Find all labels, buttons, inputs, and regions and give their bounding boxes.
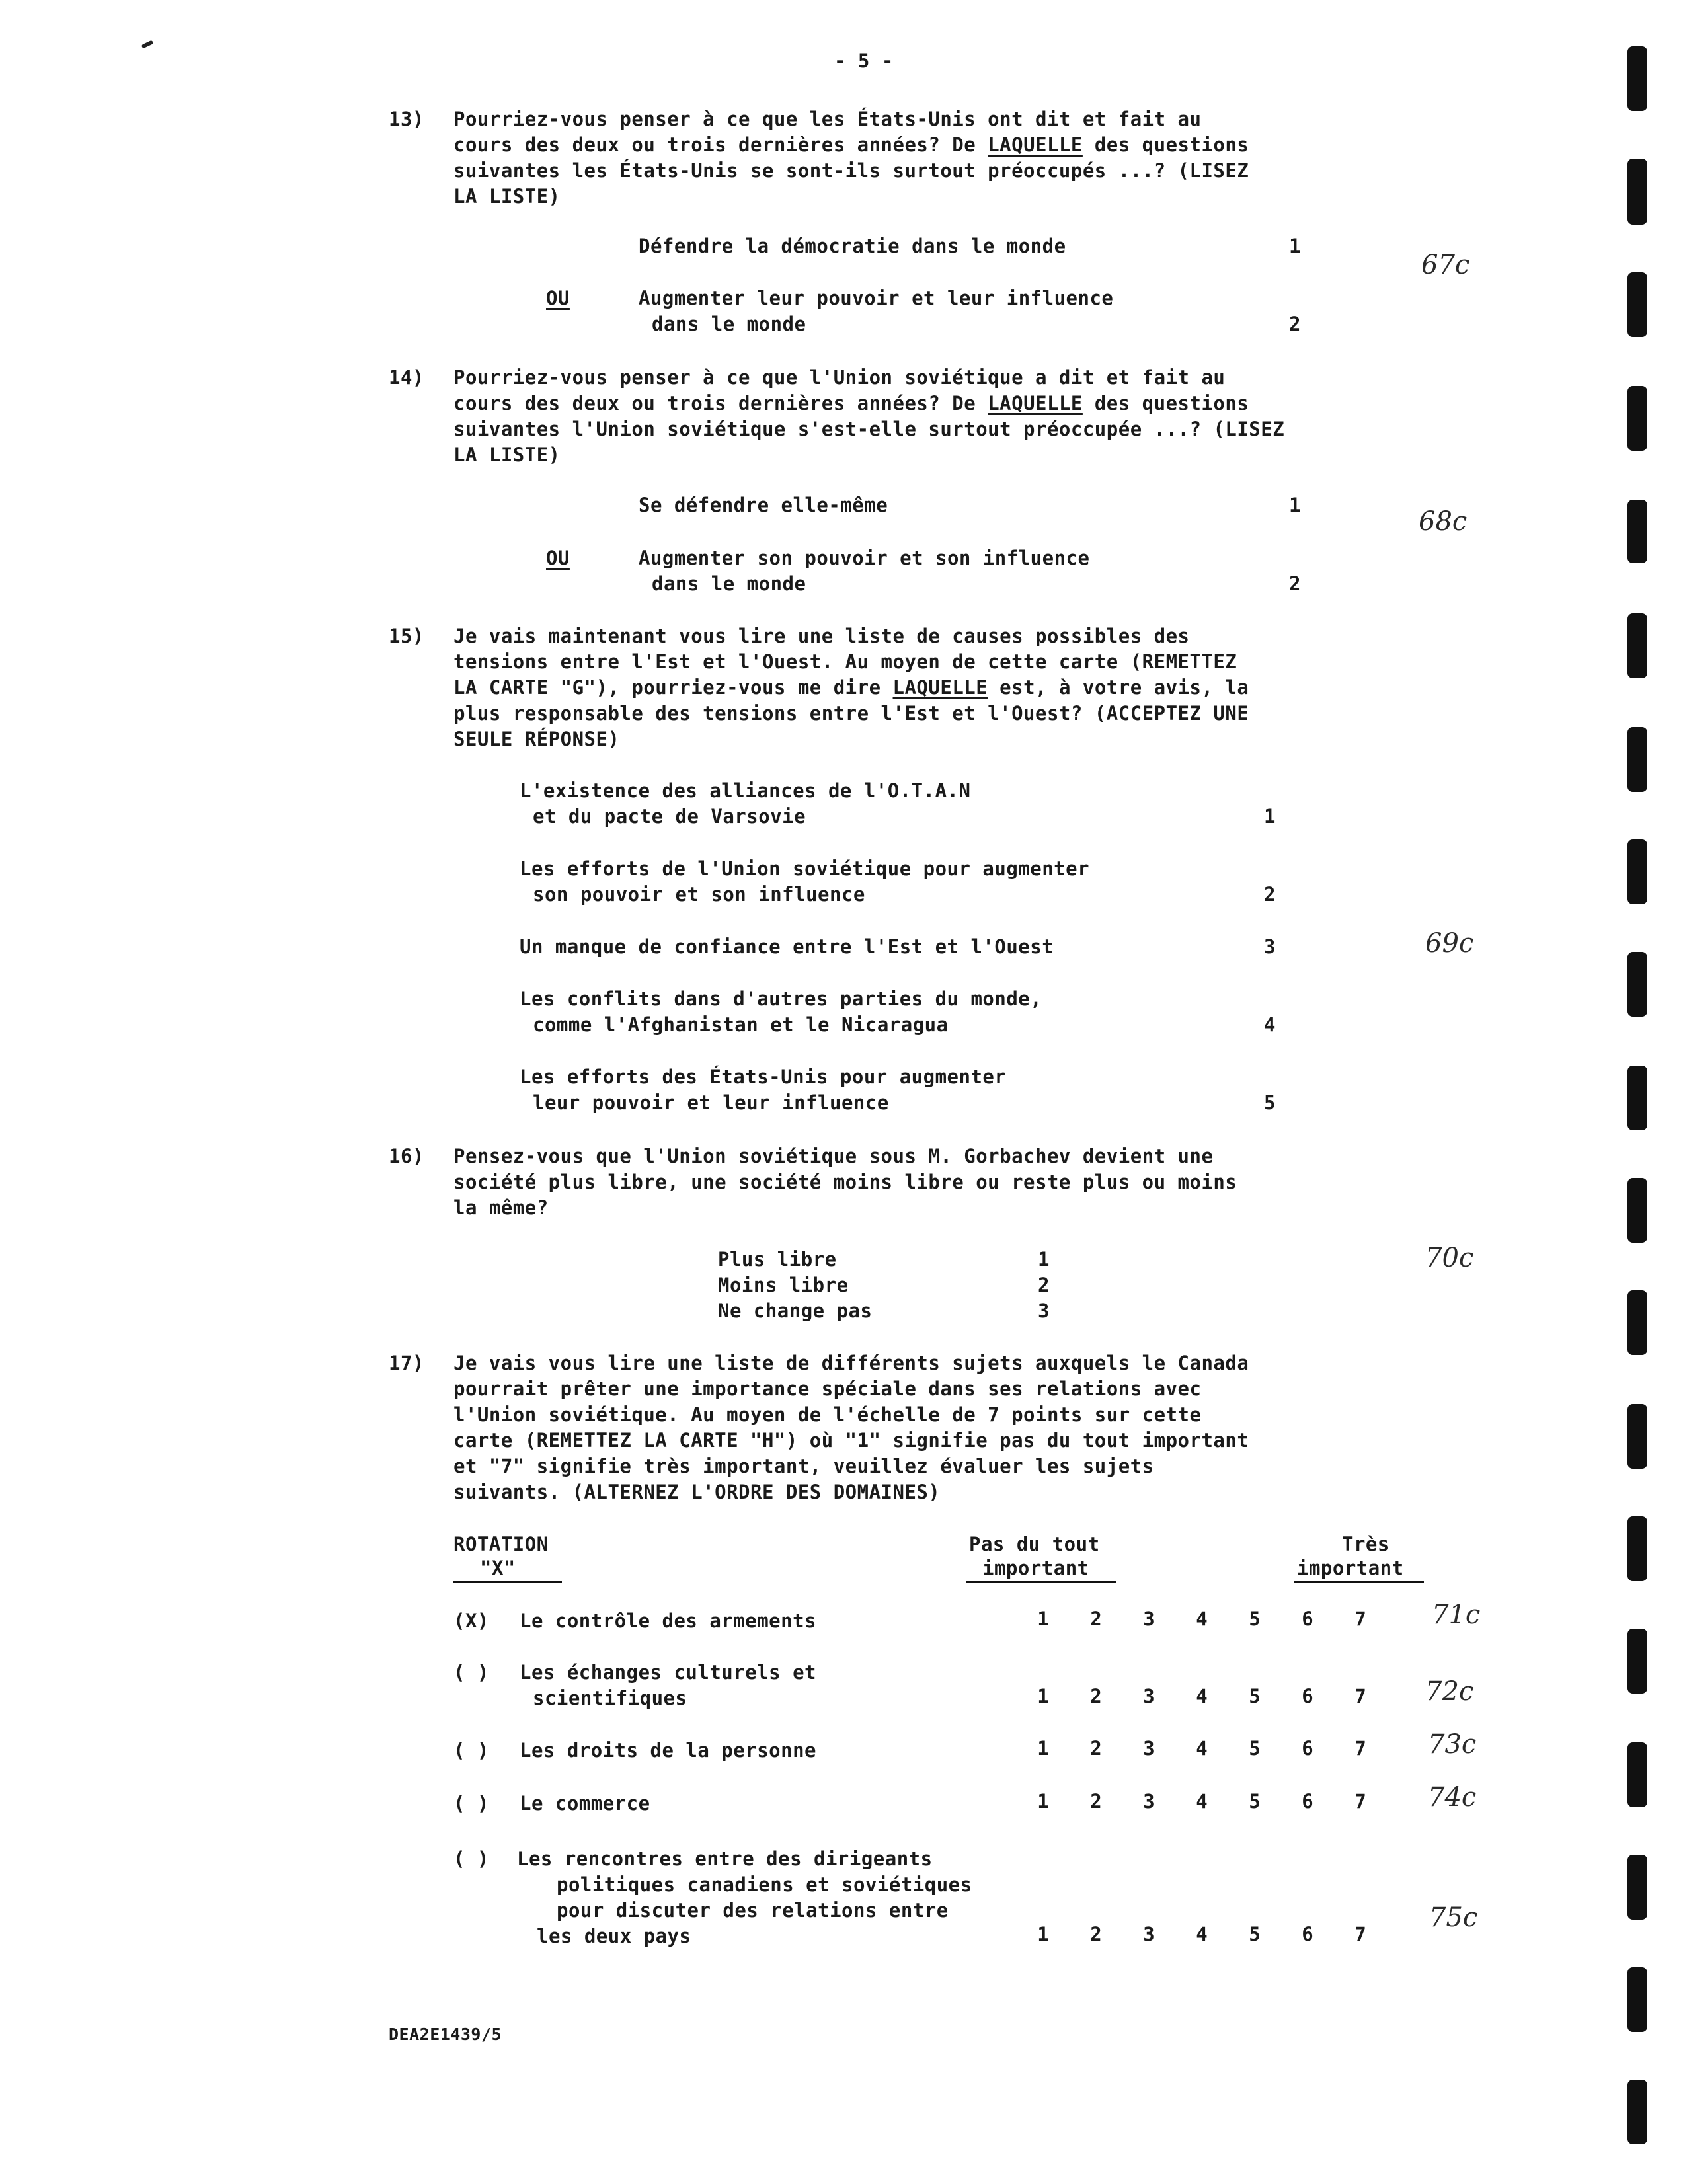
q13-or-label: OU: [546, 287, 570, 309]
q15-option-3-code: 3: [1264, 935, 1276, 958]
scale-value: 3: [1143, 1608, 1155, 1630]
q13-line-3: suivantes les États-Unis se sont-ils surtout préoccupés ...? (LISEZ: [453, 159, 1249, 182]
q13-line-2: cours des deux ou trois dernières années? De LAQUELLE des questions: [453, 134, 1249, 156]
registration-mark: [1627, 1967, 1647, 2032]
scale-value: 5: [1249, 1790, 1261, 1813]
q15-option-3-line-1: Un manque de confiance entre l'Est et l'Ouest: [520, 935, 1054, 958]
q15-option-2-line-1: Les efforts de l'Union soviétique pour augmenter: [520, 857, 1090, 880]
q17-line-6: suivants. (ALTERNEZ L'ORDRE DES DOMAINES): [453, 1481, 941, 1503]
scale-value: 5: [1249, 1608, 1261, 1630]
scale-value: 4: [1196, 1923, 1208, 1945]
page-number: - 5 -: [834, 50, 894, 72]
scale-low-label-line-1: Pas du tout: [969, 1533, 1100, 1555]
q16-option-2: Moins libre: [718, 1274, 849, 1296]
scale-value: 7: [1354, 1923, 1366, 1945]
registration-mark: [1627, 386, 1647, 451]
rating-item-label-continued: politiques canadiens et soviétiques: [557, 1873, 972, 1896]
registration-mark: [1627, 500, 1647, 563]
scale-value: 6: [1302, 1685, 1313, 1707]
rotation-underline: [453, 1581, 562, 1583]
rating-row-handwritten-code: 72c: [1425, 1676, 1474, 1707]
q15-option-2-code: 2: [1264, 883, 1276, 906]
scale-value: 6: [1302, 1790, 1313, 1813]
scale-value: 2: [1090, 1608, 1102, 1630]
rating-row-handwritten-code: 71c: [1432, 1600, 1481, 1630]
q15-line-4: plus responsable des tensions entre l'Est et l'Ouest? (ACCEPTEZ UNE: [453, 702, 1249, 724]
scale-value: 1: [1037, 1685, 1049, 1707]
q13-option-2-line-2: dans le monde: [652, 313, 806, 335]
scale-value: 1: [1037, 1608, 1049, 1630]
rating-row-handwritten-code: 74c: [1428, 1782, 1477, 1813]
registration-mark: [1627, 952, 1647, 1017]
scale-low-label-line-2: important: [982, 1557, 1089, 1579]
rating-item-label: Les droits de la personne: [520, 1739, 816, 1762]
q14-option-2-code: 2: [1289, 572, 1301, 595]
rating-row-handwritten-code: 75c: [1429, 1902, 1478, 1933]
rotation-label: ROTATION: [453, 1533, 549, 1555]
rotation-mark: ( ): [453, 1792, 489, 1814]
q15-option-5-code: 5: [1264, 1091, 1276, 1114]
q13-option-1: Défendre la démocratie dans le monde: [639, 235, 1066, 257]
q17-line-4: carte (REMETTEZ LA CARTE "H") où "1" signifie pas du tout important: [453, 1429, 1249, 1452]
rotation-mark: ( ): [453, 1739, 489, 1762]
scan-speck: [141, 40, 154, 48]
q13-number: 13): [389, 108, 424, 130]
q15-option-5-line-2: leur pouvoir et leur influence: [533, 1091, 889, 1114]
q16-line-2: société plus libre, une société moins libre ou reste plus ou moins: [453, 1171, 1237, 1193]
q14-underlined-word: LAQUELLE: [988, 392, 1083, 414]
scale-value: 6: [1302, 1923, 1313, 1945]
q14-line-3: suivantes l'Union soviétique s'est-elle surtout préoccupée ...? (LISEZ: [453, 418, 1285, 440]
q14-option-2-line-2: dans le monde: [652, 572, 806, 595]
q14-number: 14): [389, 366, 424, 389]
q13-option-2-line-1: Augmenter leur pouvoir et leur influence: [639, 287, 1114, 309]
document-reference: DEA2E1439/5: [389, 2025, 502, 2044]
registration-mark: [1627, 1178, 1647, 1243]
scale-value: 4: [1196, 1685, 1208, 1707]
rating-item-label-continued: les deux pays: [537, 1925, 691, 1947]
q14-option-1-code: 1: [1289, 494, 1301, 516]
scale-value: 3: [1143, 1923, 1155, 1945]
rating-item-label-continued: scientifiques: [533, 1687, 687, 1709]
q15-handwritten-code: 69c: [1425, 928, 1474, 958]
rating-item-label-continued: pour discuter des relations entre: [557, 1899, 949, 1922]
q15-option-1-line-1: L'existence des alliances de l'O.T.A.N: [520, 779, 971, 802]
registration-mark: [1627, 727, 1647, 792]
scale-value: 1: [1037, 1923, 1049, 1945]
q13-line-4: LA LISTE): [453, 185, 561, 208]
scale-high-label-line-2: important: [1297, 1557, 1404, 1579]
q16-option-1-code: 1: [1038, 1248, 1050, 1270]
q13-underlined-word: LAQUELLE: [988, 134, 1083, 156]
q13-option-1-code: 1: [1289, 235, 1301, 257]
q14-or-label: OU: [546, 547, 570, 569]
q17-line-1: Je vais vous lire une liste de différents sujets auxquels le Canada: [453, 1352, 1249, 1374]
rotation-x-label: "X": [480, 1557, 516, 1579]
q14-handwritten-code: 68c: [1419, 506, 1468, 537]
q17-line-3: l'Union soviétique. Au moyen de l'échelle de 7 points sur cette: [453, 1403, 1202, 1426]
q16-option-2-code: 2: [1038, 1274, 1050, 1296]
scale-value: 5: [1249, 1737, 1261, 1760]
registration-mark: [1627, 46, 1647, 111]
q16-number: 16): [389, 1145, 424, 1167]
q14-line-1: Pourriez-vous penser à ce que l'Union soviétique a dit et fait au: [453, 366, 1226, 389]
registration-mark: [1627, 613, 1647, 678]
q13-option-2-code: 2: [1289, 313, 1301, 335]
q13-handwritten-code: 67c: [1421, 250, 1470, 280]
scale-value: 4: [1196, 1737, 1208, 1760]
registration-mark: [1627, 159, 1647, 225]
q15-option-4-code: 4: [1264, 1013, 1276, 1036]
q15-option-2-line-2: son pouvoir et son influence: [533, 883, 865, 906]
q15-option-4-line-2: comme l'Afghanistan et le Nicaragua: [533, 1013, 949, 1036]
q16-line-3: la même?: [453, 1196, 549, 1219]
q14-line-2: cours des deux ou trois dernières années? De LAQUELLE des questions: [453, 392, 1249, 414]
scale-value: 7: [1354, 1737, 1366, 1760]
q17-number: 17): [389, 1352, 424, 1374]
registration-mark: [1627, 2080, 1647, 2144]
q13-line-1: Pourriez-vous penser à ce que les États-Unis ont dit et fait au: [453, 108, 1202, 130]
q15-line-5: SEULE RÉPONSE): [453, 728, 620, 750]
scale-value: 5: [1249, 1685, 1261, 1707]
rotation-mark: (X): [453, 1610, 489, 1632]
scale-value: 4: [1196, 1608, 1208, 1630]
scale-value: 6: [1302, 1608, 1313, 1630]
scale-value: 7: [1354, 1685, 1366, 1707]
registration-mark: [1627, 1742, 1647, 1807]
scale-value: 6: [1302, 1737, 1313, 1760]
rotation-mark: ( ): [453, 1848, 489, 1870]
q15-option-5-line-1: Les efforts des États-Unis pour augmenter: [520, 1066, 1007, 1088]
scale-value: 2: [1090, 1737, 1102, 1760]
q14-option-2-line-1: Augmenter son pouvoir et son influence: [639, 547, 1090, 569]
q14-line-4: LA LISTE): [453, 444, 561, 466]
q15-option-1-code: 1: [1264, 805, 1276, 828]
scale-low-underline: [966, 1581, 1116, 1583]
q16-option-3: Ne change pas: [718, 1300, 873, 1322]
rating-item-label: Les rencontres entre des dirigeants: [517, 1848, 933, 1870]
scale-value: 2: [1090, 1790, 1102, 1813]
registration-mark: [1627, 1516, 1647, 1581]
scale-value: 3: [1143, 1685, 1155, 1707]
scale-value: 3: [1143, 1790, 1155, 1813]
rating-item-label: Les échanges culturels et: [520, 1661, 816, 1684]
scale-value: 1: [1037, 1737, 1049, 1760]
scale-value: 4: [1196, 1790, 1208, 1813]
registration-mark: [1627, 1855, 1647, 1920]
scale-value: 2: [1090, 1685, 1102, 1707]
rating-item-label: Le commerce: [520, 1792, 650, 1814]
registration-mark: [1627, 839, 1647, 904]
q16-option-1: Plus libre: [718, 1248, 837, 1270]
registration-mark: [1627, 1066, 1647, 1130]
q15-option-4-line-1: Les conflits dans d'autres parties du monde,: [520, 988, 1042, 1010]
q17-line-2: pourrait prêter une importance spéciale dans ses relations avec: [453, 1378, 1202, 1400]
scale-high-underline: [1294, 1581, 1424, 1583]
scale-value: 3: [1143, 1737, 1155, 1760]
rating-item-label: Le contrôle des armements: [520, 1610, 816, 1632]
q14-option-1: Se défendre elle-même: [639, 494, 888, 516]
q15-number: 15): [389, 625, 424, 647]
scale-value: 2: [1090, 1923, 1102, 1945]
scale-value: 5: [1249, 1923, 1261, 1945]
registration-mark: [1627, 1290, 1647, 1355]
scale-high-label-line-1: Très: [1342, 1533, 1389, 1555]
q15-line-2: tensions entre l'Est et l'Ouest. Au moyen de cette carte (REMETTEZ: [453, 650, 1237, 673]
q16-option-3-code: 3: [1038, 1300, 1050, 1322]
q16-line-1: Pensez-vous que l'Union soviétique sous M. Gorbachev devient une: [453, 1145, 1214, 1167]
registration-mark: [1627, 272, 1647, 337]
q17-line-5: et "7" signifie très important, veuillez évaluer les sujets: [453, 1455, 1154, 1477]
rotation-mark: ( ): [453, 1661, 489, 1684]
q15-line-1: Je vais maintenant vous lire une liste de causes possibles des: [453, 625, 1190, 647]
scale-value: 7: [1354, 1790, 1366, 1813]
registration-mark: [1627, 1629, 1647, 1694]
q15-option-1-line-2: et du pacte de Varsovie: [533, 805, 806, 828]
scale-value: 1: [1037, 1790, 1049, 1813]
q15-line-3: LA CARTE "G"), pourriez-vous me dire LAQUELLE est, à votre avis, la: [453, 676, 1249, 699]
registration-mark: [1627, 1404, 1647, 1469]
q16-handwritten-code: 70c: [1425, 1243, 1474, 1273]
scale-value: 7: [1354, 1608, 1366, 1630]
rating-row-handwritten-code: 73c: [1428, 1729, 1477, 1760]
q15-underlined-word: LAQUELLE: [892, 676, 988, 699]
